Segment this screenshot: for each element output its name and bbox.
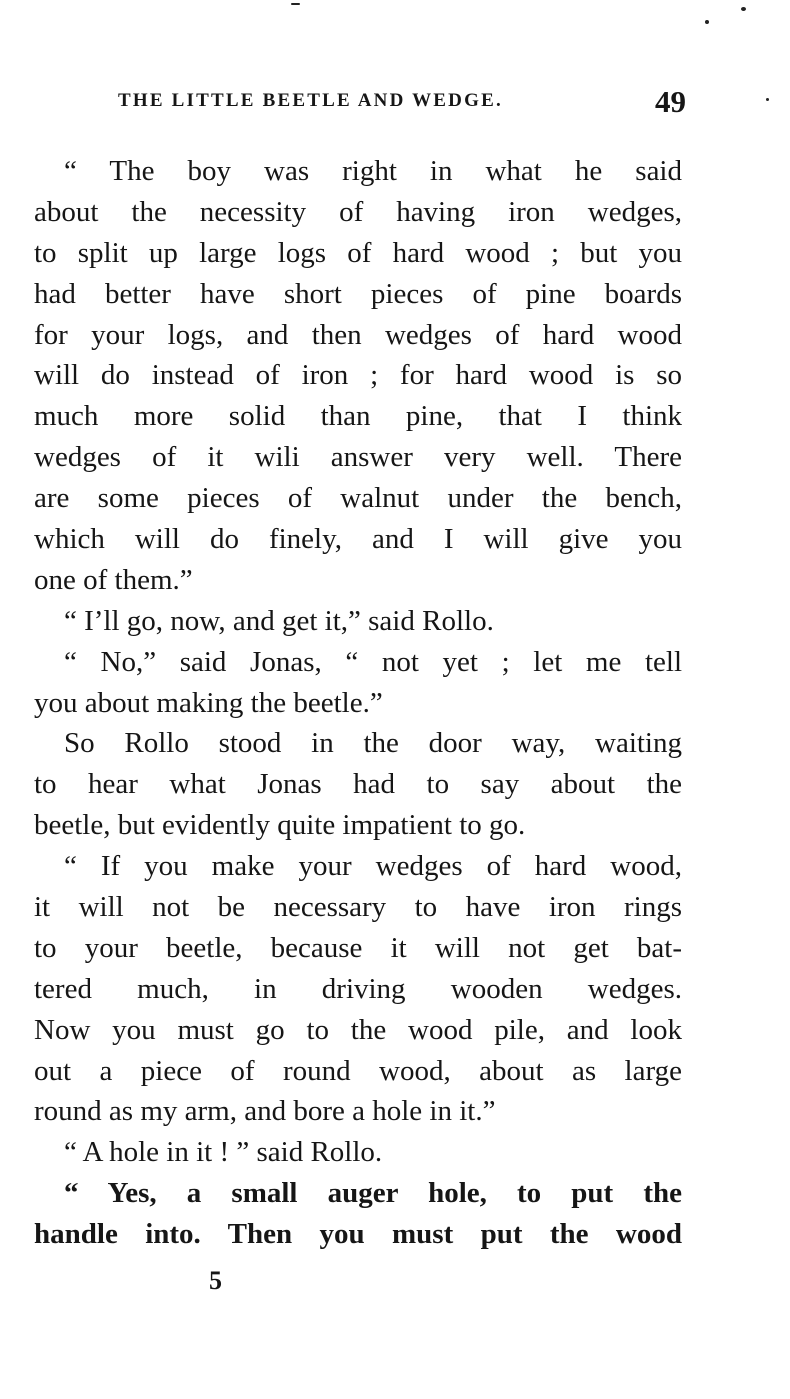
text-line: for your logs, and then wedges of hard wood <box>34 318 682 351</box>
text-line: to your beetle, because it will not get bat- <box>34 931 682 964</box>
text-line: wedges of it wili answer very well. There <box>34 441 682 474</box>
text-line: you about making the beetle.” <box>34 686 383 719</box>
signature-mark: 5 <box>209 1266 222 1295</box>
text-line: tered much, in driving wooden wedges. <box>34 972 682 1005</box>
text-line: one of them.” <box>34 563 193 596</box>
text-line: “ A hole in it ! ” said Rollo. <box>64 1136 383 1169</box>
page-number: 49 <box>655 84 686 119</box>
body-text <box>34 151 682 1255</box>
text-line: are some pieces of walnut under the bench, <box>34 482 682 515</box>
page-header <box>118 84 686 124</box>
ink-speck <box>291 3 300 5</box>
text-line: So Rollo stood in the door way, waiting <box>64 727 682 760</box>
text-line: beetle, but evidently quite impatient to go. <box>34 809 526 842</box>
text-line: “ Yes, a small auger hole, to put the <box>64 1177 682 1210</box>
ink-speck <box>741 7 746 11</box>
text-line: “ I’ll go, now, and get it,” said Rollo. <box>64 604 494 637</box>
text-line: handle into. Then you must put the wood <box>34 1218 682 1251</box>
text-line: will do instead of iron ; for hard wood is so <box>34 359 682 392</box>
text-line: to hear what Jonas had to say about the <box>34 768 682 801</box>
text-line: round as my arm, and bore a hole in it.” <box>34 1095 496 1128</box>
text-line: Now you must go to the wood pile, and look <box>34 1013 682 1046</box>
ink-speck <box>705 20 709 24</box>
text-line: it will not be necessary to have iron rings <box>34 891 682 924</box>
text-line: to split up large logs of hard wood ; but you <box>34 236 682 269</box>
ink-speck <box>766 98 769 101</box>
text-line: much more solid than pine, that I think <box>34 400 682 433</box>
text-line: which will do finely, and I will give you <box>34 523 682 556</box>
text-line: “ If you make your wedges of hard wood, <box>64 850 682 883</box>
text-line: out a piece of round wood, about as large <box>34 1054 682 1087</box>
text-line: “ No,” said Jonas, “ not yet ; let me tell <box>64 645 682 678</box>
text-line: “ The boy was right in what he said <box>64 155 682 187</box>
text-line: had better have short pieces of pine boards <box>34 277 682 310</box>
running-title: THE LITTLE BEETLE AND WEDGE. <box>118 90 503 111</box>
text-line: about the necessity of having iron wedges, <box>34 195 682 228</box>
